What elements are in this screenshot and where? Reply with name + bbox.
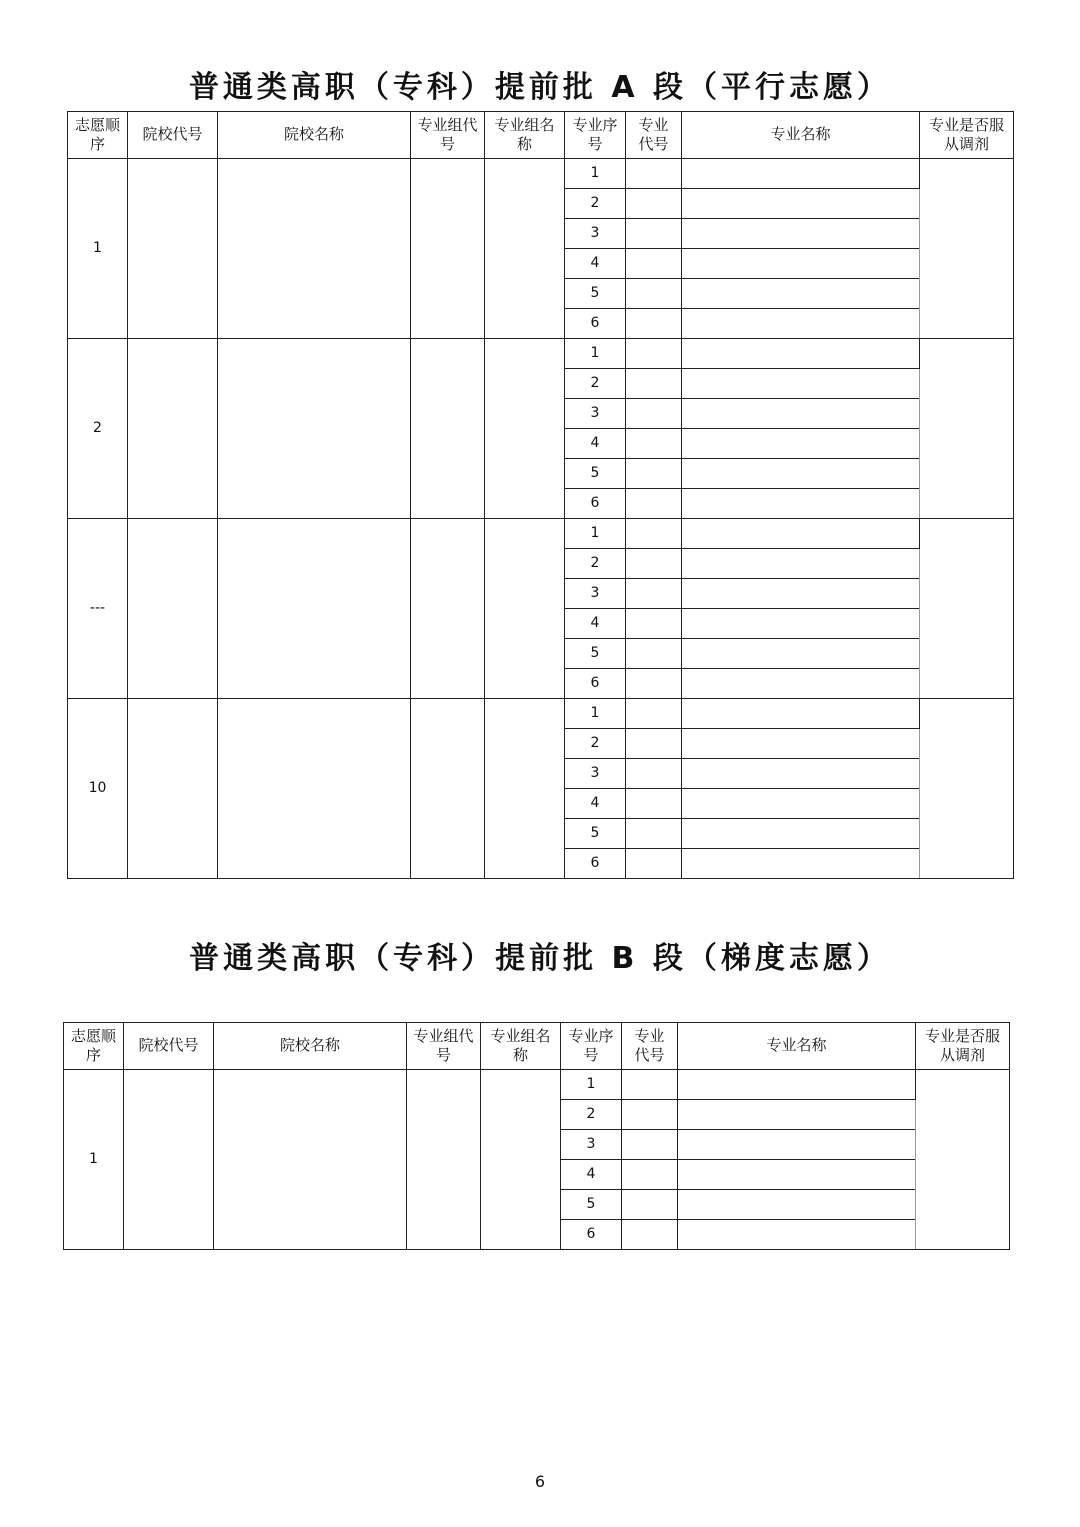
major-code-cell[interactable]: [626, 189, 682, 219]
group-code-cell[interactable]: [407, 1070, 481, 1250]
major-seq-cell: 2: [561, 1100, 622, 1130]
volunteer-order-cell: 10: [68, 699, 128, 879]
section-b-table: [63, 1022, 1010, 1250]
table-row: [68, 339, 1014, 369]
major-seq-cell: 6: [565, 489, 626, 519]
school-name-cell[interactable]: [218, 339, 411, 519]
header-major-code: 专业代号: [626, 112, 682, 159]
major-name-cell[interactable]: [682, 669, 920, 699]
header-group-code: 专业组代号: [407, 1023, 481, 1070]
major-code-cell[interactable]: [626, 369, 682, 399]
major-code-cell[interactable]: [622, 1070, 678, 1100]
major-code-cell[interactable]: [626, 609, 682, 639]
major-code-cell[interactable]: [626, 279, 682, 309]
major-seq-cell: 5: [561, 1190, 622, 1220]
major-seq-cell: 2: [565, 729, 626, 759]
group-code-cell[interactable]: [411, 339, 485, 519]
adjust-cell[interactable]: [920, 159, 1014, 339]
major-code-cell[interactable]: [626, 219, 682, 249]
header-major-code: 专业代号: [622, 1023, 678, 1070]
major-code-cell[interactable]: [626, 459, 682, 489]
major-code-cell[interactable]: [626, 669, 682, 699]
major-code-cell[interactable]: [626, 729, 682, 759]
group-name-cell[interactable]: [485, 339, 565, 519]
major-name-cell[interactable]: [678, 1220, 916, 1250]
major-seq-cell: 5: [565, 459, 626, 489]
volunteer-order-cell: ---: [68, 519, 128, 699]
major-code-cell[interactable]: [626, 429, 682, 459]
major-name-cell[interactable]: [682, 549, 920, 579]
major-seq-cell: 3: [565, 579, 626, 609]
major-name-cell[interactable]: [682, 159, 920, 189]
major-seq-cell: 1: [565, 699, 626, 729]
major-seq-cell: 2: [565, 189, 626, 219]
volunteer-order-cell: 1: [68, 159, 128, 339]
major-seq-cell: 3: [565, 219, 626, 249]
header-school-code: 院校代号: [124, 1023, 214, 1070]
school-code-cell[interactable]: [124, 1070, 214, 1250]
major-code-cell[interactable]: [626, 399, 682, 429]
major-name-cell[interactable]: [678, 1100, 916, 1130]
group-name-cell[interactable]: [485, 159, 565, 339]
adjust-cell[interactable]: [920, 699, 1014, 879]
major-seq-cell: 4: [565, 249, 626, 279]
major-name-cell[interactable]: [682, 429, 920, 459]
adjust-cell[interactable]: [920, 339, 1014, 519]
school-code-cell[interactable]: [128, 159, 218, 339]
major-seq-cell: 2: [565, 549, 626, 579]
school-name-cell[interactable]: [218, 699, 411, 879]
major-name-cell[interactable]: [682, 339, 920, 369]
major-code-cell[interactable]: [626, 639, 682, 669]
header-school-name: 院校名称: [218, 112, 411, 159]
major-code-cell[interactable]: [626, 549, 682, 579]
major-code-cell[interactable]: [626, 339, 682, 369]
header-group-name: 专业组名称: [485, 112, 565, 159]
adjust-cell[interactable]: [916, 1070, 1010, 1250]
major-name-cell[interactable]: [678, 1190, 916, 1220]
group-code-cell[interactable]: [411, 699, 485, 879]
major-seq-cell: 4: [561, 1160, 622, 1190]
volunteer-order-cell: 2: [68, 339, 128, 519]
major-code-cell[interactable]: [626, 699, 682, 729]
header-major-seq: 专业序号: [561, 1023, 622, 1070]
header-order: 志愿顺序: [64, 1023, 124, 1070]
header-major-seq: 专业序号: [565, 112, 626, 159]
major-code-cell[interactable]: [626, 249, 682, 279]
major-name-cell[interactable]: [682, 189, 920, 219]
major-code-cell[interactable]: [622, 1190, 678, 1220]
major-seq-cell: 4: [565, 609, 626, 639]
major-name-cell[interactable]: [682, 279, 920, 309]
major-name-cell[interactable]: [682, 369, 920, 399]
major-name-cell[interactable]: [678, 1160, 916, 1190]
section-b-title: 普通类高职（专科）提前批 B 段（梯度志愿）: [189, 941, 891, 976]
school-code-cell[interactable]: [128, 339, 218, 519]
major-name-cell[interactable]: [682, 609, 920, 639]
major-seq-cell: 6: [565, 849, 626, 879]
major-seq-cell: 3: [561, 1130, 622, 1160]
major-code-cell[interactable]: [626, 489, 682, 519]
major-name-cell[interactable]: [678, 1130, 916, 1160]
group-name-cell[interactable]: [481, 1070, 561, 1250]
header-major-name: 专业名称: [682, 112, 920, 159]
group-code-cell[interactable]: [411, 159, 485, 339]
major-code-cell[interactable]: [622, 1220, 678, 1250]
header-school-code: 院校代号: [128, 112, 218, 159]
school-name-cell[interactable]: [218, 159, 411, 339]
page-number: 6: [534, 1472, 546, 1491]
major-seq-cell: 5: [565, 819, 626, 849]
major-seq-cell: 5: [565, 279, 626, 309]
school-name-cell[interactable]: [218, 519, 411, 699]
major-code-cell[interactable]: [626, 159, 682, 189]
major-name-cell[interactable]: [682, 759, 920, 789]
major-name-cell[interactable]: [682, 849, 920, 879]
major-code-cell[interactable]: [626, 309, 682, 339]
table-row: [64, 1070, 1010, 1100]
major-seq-cell: 4: [565, 429, 626, 459]
major-name-cell[interactable]: [682, 219, 920, 249]
header-order: 志愿顺序: [68, 112, 128, 159]
major-code-cell[interactable]: [622, 1160, 678, 1190]
group-name-cell[interactable]: [485, 519, 565, 699]
major-name-cell[interactable]: [682, 699, 920, 729]
major-name-cell[interactable]: [682, 819, 920, 849]
volunteer-order-cell: 1: [64, 1070, 124, 1250]
major-seq-cell: 1: [565, 159, 626, 189]
major-code-cell[interactable]: [622, 1100, 678, 1130]
school-name-cell[interactable]: [214, 1070, 407, 1250]
major-code-cell[interactable]: [626, 849, 682, 879]
school-code-cell[interactable]: [128, 699, 218, 879]
major-seq-cell: 1: [565, 519, 626, 549]
adjust-cell[interactable]: [920, 519, 1014, 699]
major-name-cell[interactable]: [682, 489, 920, 519]
section-a-table: [67, 111, 1014, 879]
major-seq-cell: 3: [565, 759, 626, 789]
header-group-name: 专业组名称: [481, 1023, 561, 1070]
major-seq-cell: 3: [565, 399, 626, 429]
major-code-cell[interactable]: [622, 1130, 678, 1160]
major-seq-cell: 1: [565, 339, 626, 369]
major-name-cell[interactable]: [682, 309, 920, 339]
school-code-cell[interactable]: [128, 519, 218, 699]
table-row: [68, 519, 1014, 549]
group-code-cell[interactable]: [411, 519, 485, 699]
header-group-code: 专业组代号: [411, 112, 485, 159]
major-name-cell[interactable]: [682, 729, 920, 759]
major-name-cell[interactable]: [682, 789, 920, 819]
group-name-cell[interactable]: [485, 699, 565, 879]
major-name-cell[interactable]: [682, 579, 920, 609]
header-school-name: 院校名称: [214, 1023, 407, 1070]
major-seq-cell: 1: [561, 1070, 622, 1100]
major-name-cell[interactable]: [682, 639, 920, 669]
table-row: [68, 699, 1014, 729]
major-name-cell[interactable]: [682, 399, 920, 429]
table-row: [68, 159, 1014, 189]
major-code-cell[interactable]: [626, 579, 682, 609]
header-major-name: 专业名称: [678, 1023, 916, 1070]
major-name-cell[interactable]: [678, 1070, 916, 1100]
header-adjust: 专业是否服从调剂: [916, 1023, 1010, 1070]
major-code-cell[interactable]: [626, 759, 682, 789]
major-seq-cell: 6: [565, 309, 626, 339]
section-a-title: 普通类高职（专科）提前批 A 段（平行志愿）: [188, 70, 892, 105]
major-code-cell[interactable]: [626, 519, 682, 549]
major-code-cell[interactable]: [626, 789, 682, 819]
major-seq-cell: 5: [565, 639, 626, 669]
major-name-cell[interactable]: [682, 249, 920, 279]
major-code-cell[interactable]: [626, 819, 682, 849]
major-seq-cell: 4: [565, 789, 626, 819]
major-seq-cell: 2: [565, 369, 626, 399]
major-name-cell[interactable]: [682, 459, 920, 489]
major-seq-cell: 6: [561, 1220, 622, 1250]
major-seq-cell: 6: [565, 669, 626, 699]
major-name-cell[interactable]: [682, 519, 920, 549]
header-adjust: 专业是否服从调剂: [920, 112, 1014, 159]
